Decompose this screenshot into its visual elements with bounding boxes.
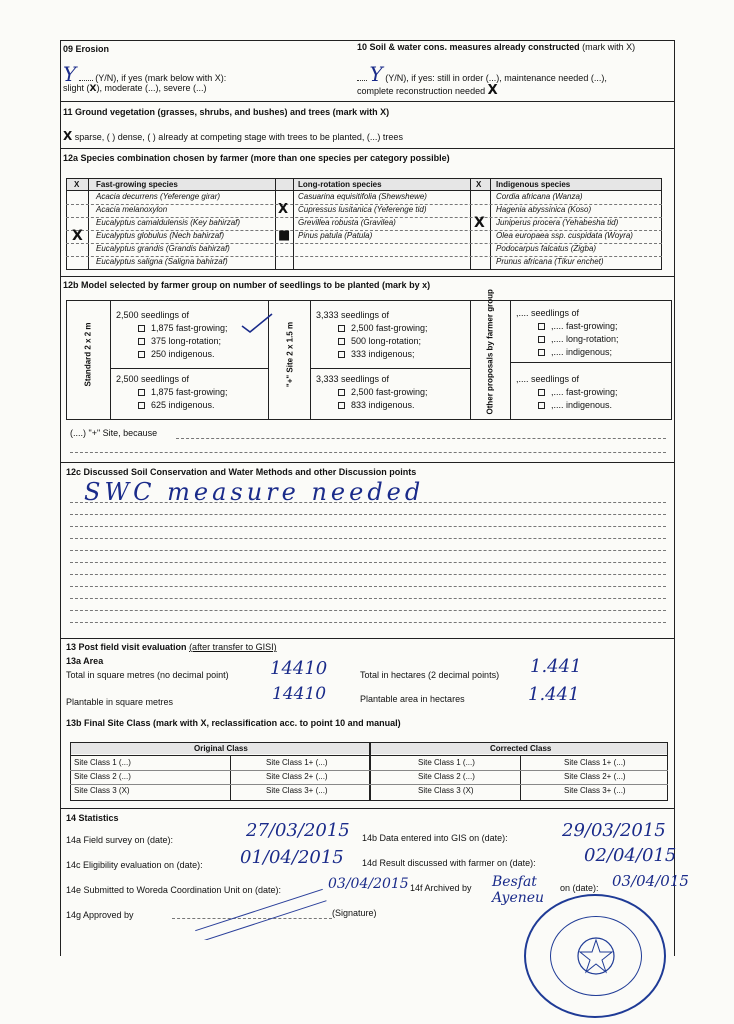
stat-14d-label: 14d Result discussed with farmer on (date): xyxy=(362,858,536,868)
seedling-option-label: 2,500 fast-growing; xyxy=(351,387,428,397)
seedling-option[interactable] xyxy=(338,399,428,412)
col-line xyxy=(470,300,471,420)
discussion-line xyxy=(70,610,666,611)
discussion-line xyxy=(70,574,666,575)
seedling-option-label: 333 indigenous; xyxy=(351,349,415,359)
indigenous-species-item: Olea europaea ssp. cuspidata (Woyra) xyxy=(496,231,633,240)
plus-site-label: "+" Site 2 x 1.5 m xyxy=(285,321,295,388)
seedling-option[interactable] xyxy=(538,386,618,399)
orig-class-right: Site Class 3+ (...) xyxy=(266,786,328,795)
stat-14f-value: 03/04/015 xyxy=(612,872,689,890)
corr-class-right: Site Class 2+ (...) xyxy=(564,772,626,781)
discussed-handwritten: SWC measure needed xyxy=(84,478,425,506)
stat-14f-date-label: on (date): xyxy=(560,883,599,893)
fast-species-mark: X xyxy=(72,228,83,244)
discussion-line xyxy=(70,598,666,599)
fill-line xyxy=(176,438,666,439)
orig-class-left: Site Class 2 (...) xyxy=(74,772,131,781)
left-border xyxy=(60,40,61,956)
orig-class-left: Site Class 1 (...) xyxy=(74,758,131,767)
emblem-icon xyxy=(570,932,622,980)
stat-14g-label: 14g Approved by xyxy=(66,910,134,920)
discussion-line xyxy=(70,502,666,503)
model-title: 12b Model selected by farmer group on number of seedlings to be planted (mark by x) xyxy=(63,280,431,290)
stat-14a-label: 14a Field survey on (date): xyxy=(66,835,174,845)
checkbox-icon[interactable] xyxy=(138,338,145,345)
seedling-option[interactable] xyxy=(538,346,619,359)
fill-line xyxy=(70,452,666,453)
seedling-option[interactable] xyxy=(138,335,228,348)
seedling-option-label: 625 indigenous. xyxy=(151,400,215,410)
seedling-option[interactable] xyxy=(538,320,619,333)
x-col-header: X xyxy=(74,180,80,189)
soil-water-yn-value: Y xyxy=(369,62,383,86)
model-option-a xyxy=(116,310,228,361)
corr-class-header: Corrected Class xyxy=(490,744,552,753)
rectangular-stamp xyxy=(184,880,334,940)
divider xyxy=(110,368,268,369)
checkbox-icon[interactable] xyxy=(538,349,545,356)
discussed-title: 12c Discussed Soil Conservation and Water Methods and other Discussion points xyxy=(66,467,417,477)
corr-class-left: Site Class 3 (X) xyxy=(418,786,474,795)
fast-species-item: Eucalyptus camaldulensis (Key bahirzaf) xyxy=(96,218,241,227)
discussion-line xyxy=(70,526,666,527)
seedling-option[interactable] xyxy=(538,333,619,346)
indigenous-species-item: Hagenia abyssinica (Koso) xyxy=(496,205,592,214)
stat-14b-value: 29/03/2015 xyxy=(562,820,666,841)
soil-water-yn-line: Y (Y/N), if yes: still in order (...), maintenance needed (...), xyxy=(357,62,607,86)
stat-14d-value: 02/04/015 xyxy=(584,845,677,866)
seedling-option[interactable] xyxy=(338,348,428,361)
discussion-line xyxy=(70,622,666,623)
fast-species-item: Eucalyptus saligna (Saligna bahirzaf) xyxy=(96,257,228,266)
plant-ha-label: Plantable area in hectares xyxy=(360,694,465,704)
plant-sqm-label: Plantable in square metres xyxy=(66,697,174,707)
fast-species-item: Acacia melanoxylon xyxy=(96,205,168,214)
post-field-title: 13 Post field visit evaluation (after transfer to GISI) xyxy=(66,642,277,652)
stat-14a-value: 27/03/2015 xyxy=(246,820,350,841)
seedling-option[interactable] xyxy=(138,399,228,412)
standard-label: Standard 2 x 2 m xyxy=(83,322,93,387)
seedling-option[interactable] xyxy=(338,386,428,399)
divider xyxy=(60,462,674,463)
checkbox-icon[interactable] xyxy=(538,402,545,409)
divider xyxy=(510,362,672,363)
checkbox-icon[interactable] xyxy=(138,351,145,358)
checkbox-icon[interactable] xyxy=(338,325,345,332)
discussion-line xyxy=(70,538,666,539)
divider xyxy=(60,808,674,809)
class-title: 13b Final Site Class (mark with X, reclassification acc. to point 10 and manual) xyxy=(66,718,401,728)
discussion-line xyxy=(70,586,666,587)
indigenous-species-mark: X xyxy=(474,215,485,231)
fast-species-item: Eucalyptus grandis (Grandis bahirzaf) xyxy=(96,244,230,253)
long-species-mark: X xyxy=(278,202,289,217)
total-sqm-value: 14410 xyxy=(270,658,328,679)
indigenous-species-item: Prunus africana (Tikur enchet) xyxy=(496,257,604,266)
indigenous-header: Indigenous species xyxy=(496,180,571,189)
orig-class-left: Site Class 3 (X) xyxy=(74,786,130,795)
checkbox-icon[interactable] xyxy=(338,389,345,396)
model-option-c xyxy=(316,310,428,361)
seedling-option[interactable] xyxy=(338,322,428,335)
fast-species-item: Acacia decurrens (Yeferenge girar) xyxy=(96,192,221,201)
seedling-count: 3,333 seedlings of xyxy=(316,310,390,320)
site-because-label: (....) "+" Site, because xyxy=(70,428,158,438)
sparse-mark: X xyxy=(63,129,73,143)
seedling-option-label: ,.... fast-growing; xyxy=(551,387,618,397)
divider xyxy=(310,368,470,369)
seedling-option-label: 250 indigenous. xyxy=(151,349,215,359)
divider xyxy=(60,638,674,639)
species-title: 12a Species combination chosen by farmer (more than one species per category possible) xyxy=(63,153,450,163)
ground-veg-title: 11 Ground vegetation (grasses, shrubs, and bushes) and trees (mark with X) xyxy=(63,107,390,117)
indigenous-species-item: Podocarpus falcatus (Zigba) xyxy=(496,244,597,253)
long-species-item: Casuarina equisitifolia (Shewshewe) xyxy=(298,192,427,201)
checkbox-icon[interactable] xyxy=(338,351,345,358)
model-option-d xyxy=(316,374,428,412)
model-option-b xyxy=(116,374,228,412)
area-title: 13a Area xyxy=(66,656,104,666)
plant-ha-value: 1.441 xyxy=(528,684,580,705)
divider xyxy=(60,148,674,149)
seedling-option[interactable] xyxy=(138,386,228,399)
col-line xyxy=(369,742,371,801)
indigenous-species-item: Juniperus procera (Yehabesha tid) xyxy=(496,218,619,227)
long-species-item: Cupressus lusitanica (Yeferenge tid) xyxy=(298,205,427,214)
seedling-option-label: 500 long-rotation; xyxy=(351,336,422,346)
col-line xyxy=(230,755,231,801)
checkbox-icon[interactable] xyxy=(538,323,545,330)
seedling-option-label: 1,875 fast-growing; xyxy=(151,323,228,333)
stat-14f-label: 14f Archived by xyxy=(410,883,472,893)
ground-veg-options: X sparse, ( ) dense, ( ) already at competing stage with trees to be planted, (...) trees xyxy=(63,129,403,143)
total-sqm-label: Total in square metres (no decimal point) xyxy=(66,670,229,680)
long-header: Long-rotation species xyxy=(298,180,382,189)
total-ha-label: Total in hectares (2 decimal points) xyxy=(360,670,500,680)
x-col-header: X xyxy=(476,180,482,189)
erosion-title: 09 Erosion xyxy=(63,44,110,54)
fast-species-item: Eucalyptus globulus (Nech bahirzaf) xyxy=(96,231,225,240)
checkbox-icon[interactable] xyxy=(538,389,545,396)
row-line xyxy=(70,784,668,785)
orig-class-right: Site Class 2+ (...) xyxy=(266,772,328,781)
seedling-option-label: ,.... long-rotation; xyxy=(551,334,619,344)
orig-class-header: Original Class xyxy=(194,744,248,753)
top-border xyxy=(60,40,674,41)
stats-title: 14 Statistics xyxy=(66,813,119,823)
stat-14f-name: Besfat Ayeneu xyxy=(492,874,545,906)
seedling-count: ,.... seedlings of xyxy=(516,308,580,318)
total-ha-value: 1.441 xyxy=(530,656,582,677)
erosion-severity: slight (X), moderate (...), severe (...) xyxy=(63,83,207,94)
right-border xyxy=(674,40,675,956)
check-mark-icon xyxy=(240,312,274,334)
erosion-yn-label: (Y/N), if yes (mark below with X): xyxy=(95,73,227,83)
long-species-mark: ■ xyxy=(278,228,291,243)
corr-class-right: Site Class 1+ (...) xyxy=(564,758,626,767)
model-option-e xyxy=(516,308,619,359)
corr-class-right: Site Class 3+ (...) xyxy=(564,786,626,795)
erosion-yn-value: Y xyxy=(63,62,77,86)
stat-14e-value: 03/04/2015 xyxy=(328,876,409,892)
seedling-option-label: ,.... fast-growing; xyxy=(551,321,618,331)
stat-14b-label: 14b Data entered into GIS on (date): xyxy=(362,833,508,843)
col-line xyxy=(510,300,511,420)
plant-sqm-value: 14410 xyxy=(272,684,327,704)
checkbox-icon[interactable] xyxy=(338,402,345,409)
long-species-item: Pinus patula (Patula) xyxy=(298,231,373,240)
seedling-option-label: 1,875 fast-growing; xyxy=(151,387,228,397)
seedling-option[interactable] xyxy=(538,399,618,412)
seedling-option-label: ,.... indigenous; xyxy=(551,347,613,357)
corr-class-left: Site Class 1 (...) xyxy=(418,758,475,767)
divider xyxy=(66,190,662,191)
divider xyxy=(60,101,674,102)
col-line xyxy=(520,755,521,801)
recon-mark: X xyxy=(487,83,498,98)
checkbox-icon[interactable] xyxy=(538,336,545,343)
checkbox-icon[interactable] xyxy=(138,389,145,396)
discussion-line xyxy=(70,550,666,551)
seedling-option-label: 375 long-rotation; xyxy=(151,336,222,346)
discussion-line xyxy=(70,514,666,515)
seedling-option[interactable] xyxy=(138,348,228,361)
long-species-item: Grevillea robusta (Gravilea) xyxy=(298,218,396,227)
other-proposals-label: Other proposals by farmer group xyxy=(485,289,495,415)
soil-water-title: 10 Soil & water cons. measures already constructed (mark with X) xyxy=(357,42,636,52)
seedling-option-label: ,.... indigenous. xyxy=(551,400,613,410)
divider xyxy=(60,276,674,277)
corr-class-left: Site Class 2 (...) xyxy=(418,772,475,781)
col-line xyxy=(310,300,311,420)
checkbox-icon[interactable] xyxy=(138,325,145,332)
stat-14c-label: 14c Eligibility evaluation on (date): xyxy=(66,860,203,870)
checkbox-icon[interactable] xyxy=(138,402,145,409)
seedling-count: 2,500 seedlings of xyxy=(116,374,190,384)
seedling-count: ,.... seedlings of xyxy=(516,374,580,384)
seedling-option-label: 2,500 fast-growing; xyxy=(351,323,428,333)
col-line xyxy=(110,300,111,420)
row-line xyxy=(70,770,668,771)
seedling-option[interactable] xyxy=(338,335,428,348)
indigenous-species-item: Cordia africana (Wanza) xyxy=(496,192,583,201)
discussion-line xyxy=(70,562,666,563)
orig-class-right: Site Class 1+ (...) xyxy=(266,758,328,767)
seedling-count: 2,500 seedlings of xyxy=(116,310,190,320)
stat-14e-label: 14e Submitted to Woreda Coordination Unit on (date): xyxy=(66,885,281,895)
fast-header: Fast-growing species xyxy=(96,180,178,189)
slight-mark: X xyxy=(89,84,97,94)
seedling-option[interactable] xyxy=(138,322,228,335)
seedling-option-label: 833 indigenous. xyxy=(351,400,415,410)
stat-14g-signature: (Signature) xyxy=(332,908,377,918)
stat-14c-value: 01/04/2015 xyxy=(240,847,344,868)
model-option-f xyxy=(516,374,618,412)
checkbox-icon[interactable] xyxy=(338,338,345,345)
soil-water-recon: complete reconstruction needed X xyxy=(357,83,498,98)
seedling-count: 3,333 seedlings of xyxy=(316,374,390,384)
